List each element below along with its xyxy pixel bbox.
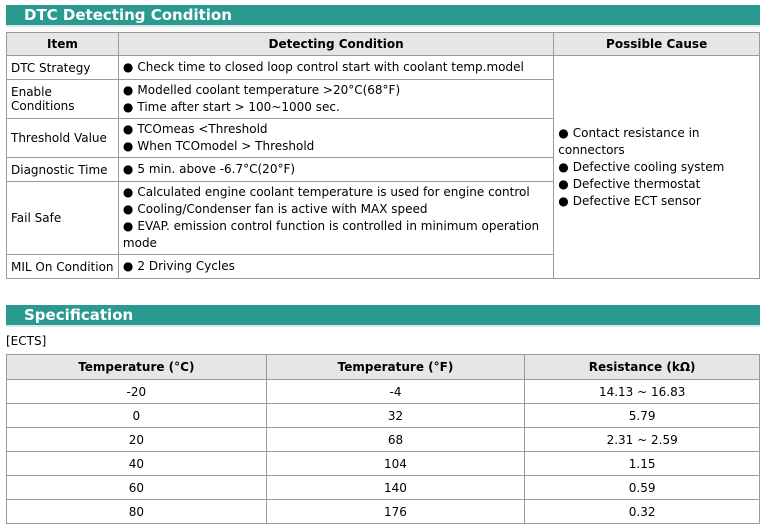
condition-line: Time after start > 100~1000 sec. [137,100,340,114]
temp-c-cell: 20 [7,428,267,452]
dtc-section-header [6,5,760,27]
condition-line: 5 min. above -6.7°C(20°F) [137,162,296,176]
header-possible-cause: Possible Cause [554,33,760,56]
condition-line: EVAP. emission control function is controlled in minimum operation mode [122,219,540,250]
condition-threshold-value [118,119,553,158]
temp-c-cell: -20 [7,380,267,404]
item-fail-safe: Fail Safe [7,182,119,255]
bullet-icon: ● [122,60,134,74]
temp-c-cell: 60 [7,476,267,500]
bullet-icon: ● [122,185,134,199]
item-enable-conditions: Enable Conditions [7,80,119,119]
spec-table [6,354,760,524]
condition-line: TCOmeas <Threshold [137,122,268,136]
table-row [7,500,760,524]
spec-section-header [6,305,760,327]
bullet-icon: ● [122,202,134,216]
spec-header-row [7,355,760,380]
temp-f-cell: 32 [266,404,525,428]
temp-f-cell: 176 [266,500,525,524]
condition-enable-conditions [118,80,553,119]
condition-line: Modelled coolant temperature >20°C(68°F) [137,83,401,97]
bullet-icon: ● [558,193,569,208]
temp-f-cell: -4 [266,380,525,404]
resistance-cell: 1.15 [525,452,760,476]
resistance-cell: 14.13 ~ 16.83 [525,380,760,404]
spec-section-title: Specification [24,306,134,324]
header-item: Item [7,33,119,56]
dtc-table [6,32,760,279]
possible-cause-cell [554,56,760,279]
temp-f-cell: 68 [266,428,525,452]
header-resistance: Resistance (kΩ) [525,355,760,380]
condition-line: Calculated engine coolant temperature is used for engine control [137,185,530,199]
bullet-icon: ● [122,139,134,153]
cause-line: Contact resistance in connectors [558,125,700,157]
dtc-header-row [7,33,760,56]
header-temp-f: Temperature (°F) [266,355,525,380]
dtc-section-title: DTC Detecting Condition [24,6,232,24]
header-detecting-condition: Detecting Condition [118,33,553,56]
resistance-cell: 0.59 [525,476,760,500]
resistance-cell: 0.32 [525,500,760,524]
temp-c-cell: 40 [7,452,267,476]
table-row [7,476,760,500]
item-mil-on-condition: MIL On Condition [7,255,119,279]
condition-fail-safe [118,182,553,255]
resistance-cell: 5.79 [525,404,760,428]
table-row [7,452,760,476]
temp-c-cell: 80 [7,500,267,524]
bullet-icon: ● [558,125,569,140]
bullet-icon: ● [122,219,134,233]
item-dtc-strategy: DTC Strategy [7,56,119,80]
table-row [7,380,760,404]
ects-label: [ECTS] [6,334,47,348]
row-dtc-strategy [7,56,760,80]
item-threshold-value: Threshold Value [7,119,119,158]
header-temp-c: Temperature (°C) [7,355,267,380]
temp-f-cell: 140 [266,476,525,500]
temp-c-cell: 0 [7,404,267,428]
cause-line: Defective thermostat [572,176,701,191]
bullet-icon: ● [122,162,134,176]
condition-line: 2 Driving Cycles [137,259,235,273]
cause-line: Defective ECT sensor [572,193,701,208]
temp-f-cell: 104 [266,452,525,476]
table-row [7,404,760,428]
resistance-cell: 2.31 ~ 2.59 [525,428,760,452]
bullet-icon: ● [122,122,134,136]
condition-line: When TCOmodel > Threshold [137,139,315,153]
condition-dtc-strategy [118,56,553,80]
condition-diagnostic-time [118,158,553,182]
bullet-icon: ● [558,159,569,174]
cause-line: Defective cooling system [572,159,725,174]
item-diagnostic-time: Diagnostic Time [7,158,119,182]
bullet-icon: ● [122,259,134,273]
condition-line: Cooling/Condenser fan is active with MAX speed [137,202,428,216]
table-row [7,428,760,452]
bullet-icon: ● [122,100,134,114]
condition-line: Check time to closed loop control start with coolant temp.model [137,60,524,74]
bullet-icon: ● [558,176,569,191]
condition-mil-on-condition [118,255,553,279]
bullet-icon: ● [122,83,134,97]
